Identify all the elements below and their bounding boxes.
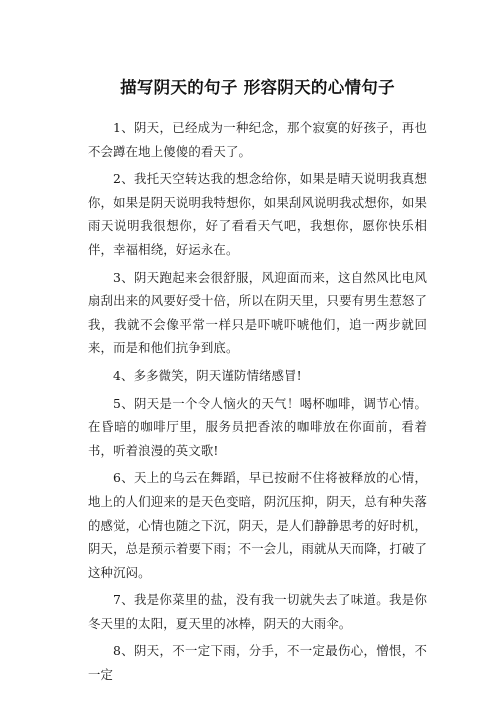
paragraph-6: 6、天上的乌云在舞蹈，早已按耐不住将被释放的心情，地上的人们迎来的是天色变暗，阴沉压抑，阴天，总有种失落的感觉，心情也随之下沉，阴天，是人们静静思考的好时机，阴天，总是预示着要下雨；不一会儿，雨就从天而降，打破了这种沉闷。: [88, 470, 427, 580]
paragraph-4: 4、多多微笑，阴天谨防情绪感冒!: [113, 367, 302, 383]
paragraph-8: 8、阴天，不一定下雨，分手，不一定最伤心，憎恨，不一定: [88, 643, 427, 683]
document-page: [88, 0, 427, 691]
paragraph-3: 3、阴天跑起来会很舒服，风迎面而来，这自然风比电风扇刮出来的风要好受十倍，所以在阴天里，只要有男生惹怒了我，我就不会像平常一样只是吓唬吓唬他们，追一两步就回来，而是和他们抗争到底。: [88, 269, 427, 356]
paragraph-5: 5、阴天是一个令人恼火的天气！喝杯咖啡，调节心情。在昏暗的咖啡厅里，服务员把香浓的咖啡放在你面前，看着书，听着浪漫的英文歌!: [88, 395, 427, 458]
document-title: 描写阴天的句子 形容阴天的心情句子: [120, 78, 395, 97]
document-body: [88, 116, 427, 687]
paragraph-1: 1、阴天，已经成为一种纪念，那个寂寞的好孩子，再也不会蹲在地上傻傻的看天了。: [88, 120, 427, 159]
paragraph-7: 7、我是你菜里的盐，没有我一切就失去了味道。我是你冬天里的太阳，夏天里的冰棒，阴天的大雨伞。: [88, 592, 427, 631]
paragraph-2: 2、我托天空转达我的想念给你，如果是晴天说明我真想你，如果是阴天说明我特想你，如果刮风说明我忒想你，如果雨天说明我很想你，好了看看天气吧，我想你，愿你快乐相伴，幸福相绕，好运永在。: [88, 171, 427, 257]
